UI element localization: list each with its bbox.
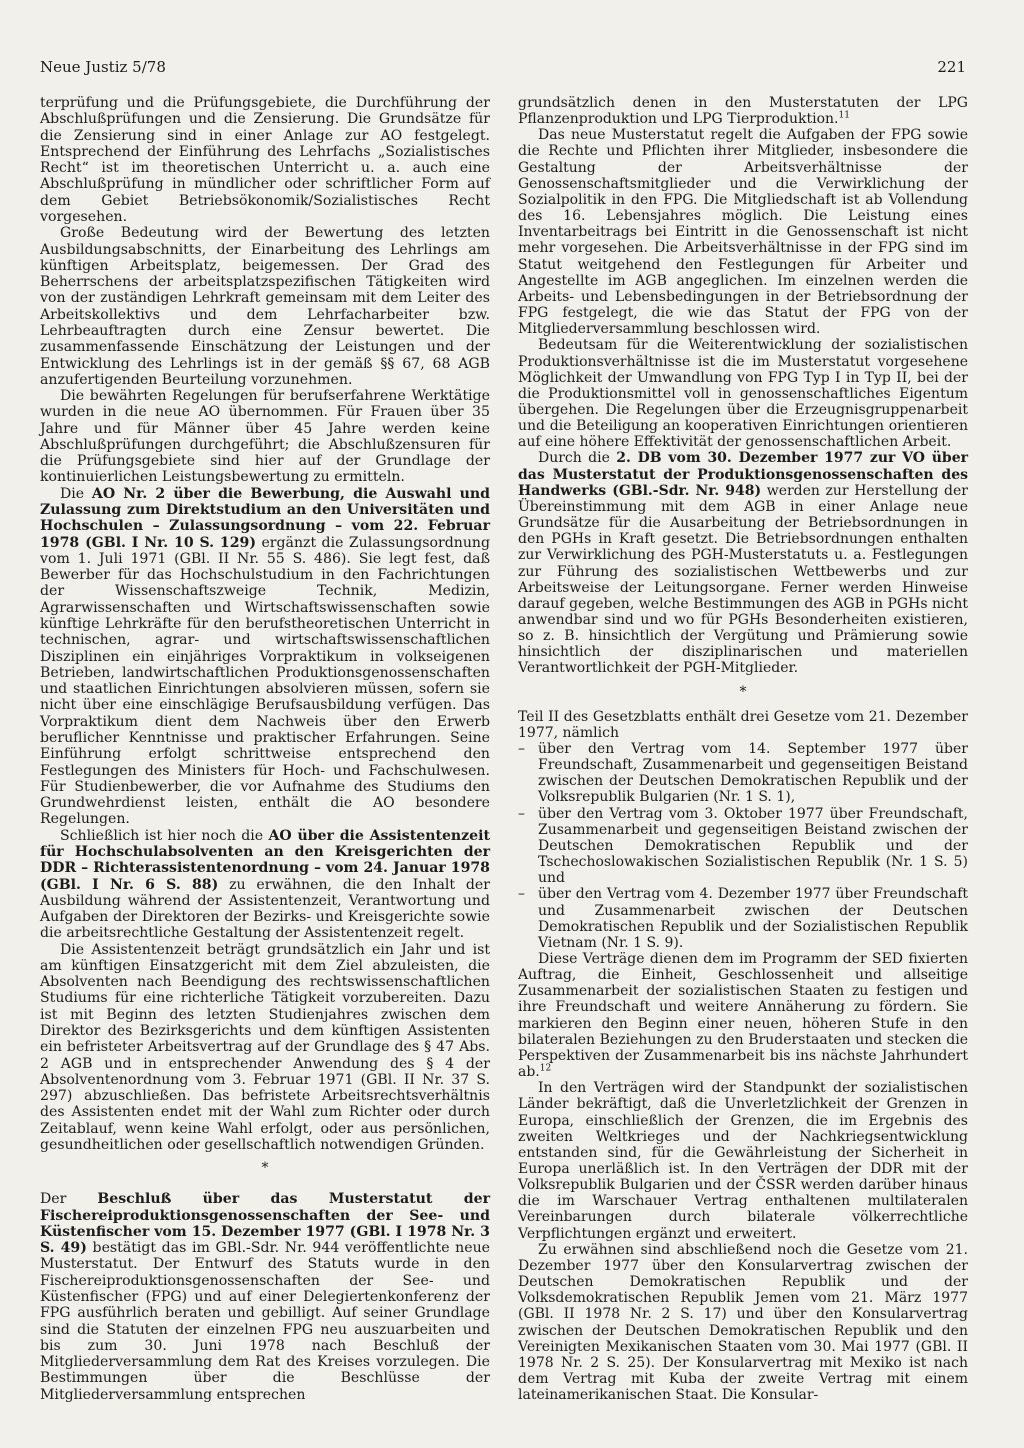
paragraph-text: Diese Verträge dienen dem im Programm der SED fixierten Auftrag, die Einheit, Geschlossenheit und allseitige Zusammenarbeit der sozialistischen Staaten zu festigen und ihre Freundschaft und weitere Annäherung zu fördern. Sie markieren den Beginn einer neuen, höheren Stufe in den bilateralen Beziehungen zu den Bruderstaaten und stecken die Perspektiven der Zusammenarbeit bis ins nächste Jahrhundert ab.: [518, 950, 968, 1081]
paragraph: Zu erwähnen sind abschließend noch die Gesetze vom 21. Dezember 1977 über den Konsularvertrag zwischen der Deutschen Demokratischen Republik und der Volksdemokratischen Republik Jemen vom 21. März 1977 (GBl. II 1978 Nr. 2 S. 17) und über den Konsularvertrag zwischen der Deutschen Demokratischen Republik und den Vereinigten Mexikanischen Staaten vom 30. Mai 1977 (GBl. II 1978 Nr. 2 S. 25). Der Konsularvertrag mit Mexiko ist nach dem Vertrag mit Kuba der zweite Vertrag mit einem lateinamerikanischen Staat. Die Konsular-: [518, 1241, 968, 1404]
paragraph: [40, 1191, 490, 1403]
paragraph-text: Schließlich ist hier noch die: [60, 827, 269, 844]
paragraph-text: Durch die: [538, 450, 617, 467]
paragraph: [40, 486, 490, 828]
law-list: [518, 741, 968, 951]
paragraph: [518, 95, 968, 127]
running-header: [40, 58, 966, 76]
paragraph-text: Der: [40, 1191, 98, 1208]
paragraph-text: bestätigt das im GBl.-Sdr. Nr. 944 veröffentlichte neue Musterstatut. Der Entwurf des Statuts wurde in den Fischereiproduktionsgenossenschaften der See- und Küstenfischer (FPG) und auf einer Delegiertenkonferenz der FPG ausführlich beraten und gebilligt. Auf seiner Grundlage sind die Statuten der einzelnen FPG neu auszuarbeiten und bis zum 30. Juni 1978 nach Beschluß der Mitgliederversammlung dem Rat des Kreises vorzulegen. Die Bestimmungen über die Beschlüsse der Mitgliederversammlung entsprechen: [40, 1240, 490, 1403]
footnote-reference: 12: [539, 1063, 552, 1074]
right-column: [518, 95, 968, 1403]
bold-citation: AO Nr. 2 über die Bewerbung, die Auswahl und Zulassung zum Direktstudium an den Universitäten und Hochschulen – Zulassungsordnung – vom 22. Februar 1978 (GBl. I Nr. 10 S. 129): [40, 485, 490, 551]
paragraph: Teil II des Gesetzblatts enthält drei Gesetze vom 21. Dezember 1977, nämlich: [518, 708, 968, 741]
paragraph: Große Bedeutung wird der Bewertung des letzten Ausbildungsabschnitts, der Einarbeitung des Lehrlings am künftigen Arbeitsplatz, beigemessen. Der Grad des Beherrschens der arbeitsplatzspezifischen Tätigkeiten wird von der zuständigen Lehrkraft gemeinsam mit dem Leiter des Arbeitskollektivs und dem Lehrfacharbeiter bzw. Lehrbeauftragten durch eine Zensur bewertet. Die zusammenfassende Einschätzung der Leistungen und der Entwicklung des Lehrlings ist in der gemäß §§ 67, 68 AGB anzufertigenden Beurteilung vorzunehmen.: [40, 225, 490, 388]
bold-citation: Beschluß über das Musterstatut der Fischereiproduktionsgenossenschaften der See- und Küstenfischer vom 15. Dezember 1977 (GBl. I 1978 Nr. 3 S. 49): [40, 1191, 490, 1257]
paragraph-text: zu erwähnen, die den Inhalt der Ausbildung während der Assistentenzeit, Verantwortung und Aufgaben der Direktoren der Bezirks- und Kreisgerichte sowie die arbeitsrechtliche Gestaltung der Assistentenzeit regelt.: [40, 876, 491, 942]
dash-bullet: –: [518, 886, 525, 903]
page-number: 221: [937, 58, 966, 76]
paragraph: [518, 951, 968, 1080]
paragraph: terprüfung und die Prüfungsgebiete, die Durchführung der Abschlußprüfungen und die Zensierung. Die Grundsätze für die Zensierung sind in einer Anlage zur AO festgelegt. Entsprechend der Einführung des Lehrfachs „Sozialistisches Recht“ ist im theoretischen Unterricht u. a. auch eine Abschlußprüfung in mündlicher oder schriftlicher Form auf dem Gebiet Betriebsökonomik/Sozialistisches Recht vorgesehen.: [40, 95, 490, 225]
list-item: [518, 741, 968, 806]
paragraph: Das neue Musterstatut regelt die Aufgaben der FPG sowie die Rechte und Pflichten ihrer Mitglieder, insbesondere die Gestaltung der Arbeitsverhältnisse der Genossenschaftsmitglieder und die Verwirklichung der Sozialpolitik in den FPG. Die Mitgliedschaft ist ab Vollendung des 16. Lebensjahres möglich. Die Leistung eines Inventarbeitrags bei Eintritt in die Genossenschaft ist nicht mehr vorgesehen. Die Arbeitsverhältnisse in der FPG sind im Statut weitgehend den Festlegungen für Arbeiter und Angestellte im AGB angeglichen. Im einzelnen werden die Arbeits- und Lebensbedingungen in der Betriebsordnung der FPG festgelegt, die wie das Statut der FPG von der Mitgliederversammlung beschlossen wird.: [518, 127, 968, 338]
bold-citation: AO über die Assistentenzeit für Hochschulabsolventen an den Kreisgerichten der DDR – Richterassistentenordnung – vom 24. Januar 1978: [40, 827, 490, 877]
paragraph-text: ergänzt die Zulassungsordnung vom 1. Juli 1971 (GBl. II Nr. 55 S. 486). Sie legt fest, daß Bewerber für das Hochschulstudium in den Fachrichtungen der Wissenschaftszweige Technik, Medizin, Agrarwissenschaften und Wirtschaftswissenschaften sowie künftige Lehrkräfte für den berufstheoretischen Unterricht in technischen, agrar- und wirtschaftswissenschaftlichen Disziplinen ein einjähriges Vorpraktikum in volkseigenen Betrieben, landwirtschaftlichen Produktionsgenossenschaften und staatlichen Einrichtungen absolvieren müssen, sofern sie nicht über eine einschlägige Berufsausbildung verfügen. Das Vorpraktikum dient dem Nachweis über den Erwerb beruflicher Kenntnisse und praktischer Erfahrungen. Seine Einführung erfolgt schrittweise entsprechend den Festlegungen des Ministers für Hoch- und Fachschulwesen. Für Studienbewerber, die vor Aufnahme des Studiums den Grundwehrdienst leisten, enthält die AO besondere Regelungen.: [40, 534, 490, 828]
section-separator-star: *: [261, 1160, 269, 1177]
journal-title: Neue Justiz 5/78: [40, 58, 166, 76]
paragraph: [518, 450, 968, 676]
bold-citation: 2. DB vom 30. Dezember 1977 zur VO über das Musterstatut der Produktionsgenossenschaften des Handwerks (GBl.-Sdr. Nr. 948): [518, 450, 969, 499]
left-column: [40, 95, 490, 1403]
paragraph-text: Die: [60, 485, 92, 502]
list-item: [518, 886, 968, 951]
paragraph-text: werden zur Herstellung der Übereinstimmung mit dem AGB in einer Anlage neue Grundsätze für die Ausarbeitung der Betriebsordnungen in den PGHs in Kraft gesetzt. Die Betriebsordnungen enthalten zur Verwirklichung des PGH-Musterstatuts u. a. Festlegungen zur Führung des sozialistischen Wettbewerbs und zur Arbeitsweise der Leitungsorgane. Ferner werden Hinweise darauf gegeben, welche Bestimmungen des AGB in PGHs nicht anwendbar sind und wo für PGHs Besonderheiten existieren, so z. B. hinsichtlich der Vergütung und Prämierung sowie hinsichtlich der disziplinarischen und materiellen Verantwortlichkeit der PGH-Mitglieder.: [518, 482, 968, 677]
list-item-text: über den Vertrag vom 14. September 1977 über Freundschaft, Zusammenarbeit und gegenseitigen Beistand zwischen der Deutschen Demokratischen Republik und der Volksrepublik Bulgarien (Nr. 1 S. 1),: [538, 740, 968, 806]
bold-citation: (GBl. I Nr. 6 S. 88): [40, 876, 219, 893]
list-item-text: über den Vertrag vom 4. Dezember 1977 über Freundschaft und Zusammenarbeit zwischen der Deutschen Demokratischen Republik und der Sozialistischen Republik Vietnam (Nr. 1 S. 9).: [538, 886, 968, 951]
footnote-reference: 11: [838, 110, 850, 121]
paragraph: Bedeutsam für die Weiterentwicklung der sozialistischen Produktionsverhältnisse ist die im Musterstatut vorgesehene Möglichkeit der Umwandlung von FPG Typ I in Typ II, bei der die Produktionsmittel voll in genossenschaftliches Eigentum übergehen. Die Regelungen über die Erzeugnisgruppenarbeit und die Beteiligung an kooperativen Einrichtungen orientieren auf eine höhere Effektivität der genossenschaftlichen Arbeit.: [518, 337, 968, 451]
paragraph-text: grundsätzlich denen in den Musterstatuten der LPG Pflanzenproduktion und LPG Tierproduktion.: [518, 95, 968, 128]
list-item: [518, 806, 968, 887]
dash-bullet: –: [518, 805, 525, 822]
paragraph: Die Assistentenzeit beträgt grundsätzlich ein Jahr und ist am künftigen Einsatzgericht mit dem Ziel abzuleisten, die Absolventen nach Beendigung des rechtswissenschaftlichen Studiums für eine richterliche Tätigkeit vorzubereiten. Dazu ist mit Beginn des letzten Studienjahres zwischen dem Direktor des Bezirksgerichts und dem künftigen Assistenten ein befristeter Arbeitsvertrag auf der Grundlage des § 47 Abs. 2 AGB und in entsprechender Anwendung des § 4 der Absolventenordnung vom 3. Februar 1971 (GBl. II Nr. 37 S. 297) abzuschließen. Das befristete Arbeitsrechtsverhältnis des Assistenten endet mit der Wahl zum Richter oder durch Zeitablauf, wenn keine Wahl erfolgt, oder aus persönlichen, gesundheitlichen oder gesellschaftlich notwendigen Gründen.: [40, 941, 490, 1153]
list-item-text: über den Vertrag vom 3. Oktober 1977 über Freundschaft, Zusammenarbeit und gegenseitigen Beistand zwischen der Deutschen Demokratischen Republik und der Tschechoslowakischen Sozialistischen Republik (Nr. 1 S. 5) und: [538, 805, 968, 887]
paragraph: [40, 828, 490, 942]
section-separator-star: *: [739, 683, 747, 700]
paragraph: In den Verträgen wird der Standpunkt der sozialistischen Länder bekräftigt, daß die Unverletzlichkeit der Grenzen in Europa, einschließlich der Grenzen, die im Ergebnis des zweiten Weltkrieges und der Nachkriegsentwicklung entstanden sind, für die Gewährleistung der Sicherheit in Europa unerläßlich ist. In den Verträgen der DDR mit der Volksrepublik Bulgarien und der ČSSR werden darüber hinaus die im Warschauer Vertrag enthaltenen multilateralen Vereinbarungen durch bilaterale völkerrechtliche Verpflichtungen ergänzt und erweitert.: [518, 1080, 968, 1242]
dash-bullet: –: [518, 740, 525, 757]
paragraph: Die bewährten Regelungen für berufserfahrene Werktätige wurden in die neue AO übernommen. Für Frauen über 35 Jahre und für Männer über 45 Jahre werden keine Abschlußprüfungen durchgeführt; die Abschlußzensuren für die Prüfungsgebiete sind hier auf der Grundlage der kontinuierlichen Leistungsbewertung zu ermitteln.: [40, 388, 490, 486]
